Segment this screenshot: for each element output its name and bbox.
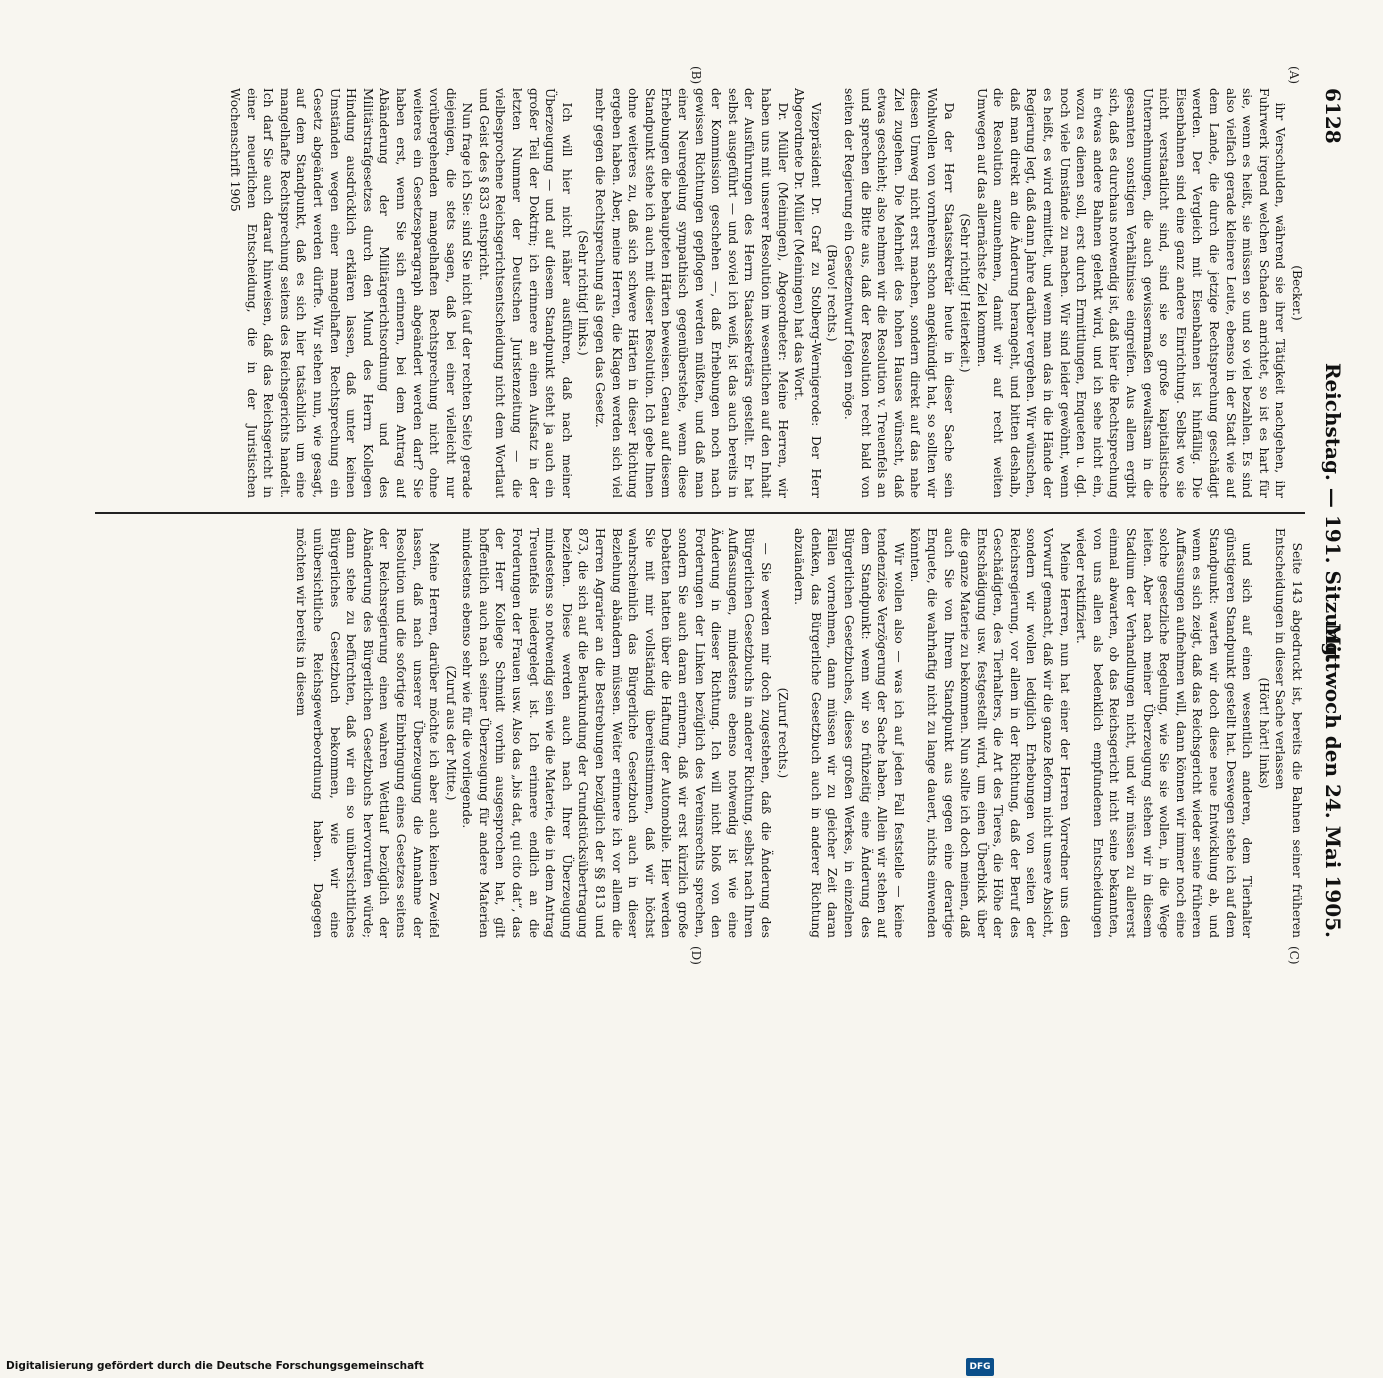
margin-mark-b: (B) [689,66,703,85]
paragraph: Seite 143 abgedruckt ist, bereits die Bahnen seiner früheren Entscheidungen in dieser Sache verlassen [1273,528,1304,938]
paragraph: Da der Herr Staatssekretär heute in dieser Sache sein Wohlwollen von vornherein schon angekündigt hat, so sollten wir diesen Umweg nicht erst machen, sondern direkt auf das nahe Ziel zugehen. Die Mehrheit des hohen Hauses wünscht, daß etwas geschieht; also nehmen wir die Resolution v. Treuenfels an und sprechen die Bitte aus, daß der Resolution recht bald von seiten der Regierung ein Gesetzentwurf folgen möge. [841,88,956,498]
paragraph: Wir wollen also — was ich auf jeden Fall feststelle — keine tendenziöse Verzögerung der Sache haben. Allein wir stehen auf dem Standpunkt: wenn wir so frühzeitig eine Änderung des Bürgerlichen Gesetzbuches, dieses großen Werkes, in einzelnen Fällen vornehmen, dann müssen wir zu gleicher Zeit daran denken, das Bürgerliche Gesetzbuch auch in anderer Richtung abzuändern. [792,528,906,938]
interjection: (Zuruf rechts.) [775,687,790,779]
interjection: (Sehr richtig! links.) [576,230,591,356]
speaker-paragraph: Vizepräsident Dr. Graf zu Stolberg-Wernigerode: Der Herr Abgeordnete Dr. Müller (Meiningen) hat das Wort. [792,88,823,498]
interjection: (Becker.) [1290,265,1304,321]
text-column-left [95,88,1305,498]
page-heading: Reichstag. — 191. Sitzung. [1321,362,1345,664]
paragraph: Meine Herren, darüber möchte ich aber auch keinen Zweifel lassen, daß nach unserer Überzeugung die Annahme der Resolution und die sofortige Einbringung eines Gesetzes seitens der Reichsregierung einen wahren Wettlauf bezüglich der Abänderung des Bürgerlichen Gesetzbuchs hervorrufen würde; dann stehe zu befürchten, daß wir ein so unübersichtliches Bürgerliches Gesetzbuch bekommen, wie wir eine unübersichtliche Reichsgewerbeordnung haben. Dagegen möchten wir bereits in diesem [294,528,442,938]
dfg-logo: DFG [966,1358,994,1376]
paragraph: Meine Herren, nun hat einer der Herren Vorredner uns den Vorwurf gemacht, daß wir die ganze Reform nicht unsere Absicht, sondern wir wollen lediglich Erhebungen von seiten der Reichsregierung, vor allem in der Richtung, daß der Beruf des Geschädigten, des Tierhalters, die Art des Tieres, die Höhe der Entschädigung usw. festgestellt wird, um einen Überblick über die ganze Materie zu bekommen. Nun sollte ich doch meinen, daß auch Sie von Ihrem Standpunkt aus gegen eine derartige Enquete, die wahrhaftig nicht zu lange dauert, nichts einwenden könnten. [908,528,1072,938]
credit-text: Digitalisierung gefördert durch die Deutsche Forschungsgemeinschaft [6,1360,424,1372]
speaker-paragraph: Dr. Müller (Meiningen), Abgeordneter: Meine Herren, wir haben uns mit unserer Resolution im wesentlichen auf den Inhalt der Ausführungen des Herrn Staatssekretärs gestellt. Er hat selbst ausgeführt — und soviel ich weiß, ist das auch bereits in der Kommission geschehen —, daß Erhebungen noch nach gewissen Richtungen gepflogen werden müßten, und daß man einer Neuregelung sympathisch gegenüberstehe, wenn diese Erhebungen die behaupteten Härten beweisen. Genau auf diesem Standpunkt stehe ich auch mit dieser Resolution. Ich gebe Ihnen ohne weiteres zu, daß sich schwere Härten in dieser Richtung ergeben haben. Aber, meine Herren, die Klagen werden sich viel mehr gegen die Rechtsprechung als gegen das Gesetz. [593,88,790,498]
paragraph: — Sie werden mir doch zugestehen, daß die Änderung des Bürgerlichen Gesetzbuchs in anderer Richtung, selbst nach Ihren Auffassungen, mindestens ebenso notwendig ist wie eine Änderung in dieser Richtung. Ich will nicht bloß von den Forderungen der Linken bezüglich des Vereinsrechts sprechen, sondern Sie auch daran erinnern, daß wir erst kürzlich große Debatten hatten über die Haftung der Automobile. Hier werden Sie mit mir vollständig übereinstimmen, daß wir höchst wahrscheinlich das Bürgerliche Gesetzbuch auch in dieser Beziehung abändern müssen. Weiter erinnere ich vor allem die Herren Agrarier an die Bestrebungen bezüglich der §§ 813 und 873, die sich auf die Beurkundung der Grundstücksübertragung beziehen. Diese werden auch nach Ihrer Überzeugung mindestens so notwendig sein wie die Materie, die in dem Antrag Treuenfels niedergelegt ist. Ich erinnere endlich an die Forderungen der Frauen usw. Also das „bis dat, qui cito dat“, das der Herr Kollege Schmidt vorhin ausgesprochen hat, gilt hoffentlich auch nach seiner Überzeugung für andere Materien mindestens ebenso sehr wie für die vorliegende. [460,528,773,938]
margin-mark-c: (C) [1287,946,1301,965]
paragraph: Ich will hier nicht näher ausführen, daß nach meiner Überzeugung — und auf diesem Standpunkt steht ja auch ein großer Teil der Doktrin; ich erinnere an einen Aufsatz in der letzten Nummer der Deutschen Juristenzeitung — die vielbesprochene Reichsgerichtsentscheidung nicht dem Wortlaut und Geist des § 833 entspricht. [476,88,574,498]
page-number: 6128 [1321,88,1345,144]
interjection: (Bravo! rechts.) [825,244,840,342]
interjection: (Zuruf aus der Mitte.) [443,665,458,801]
paragraph: Nun frage ich Sie: sind Sie nicht (auf der rechten Seite) gerade diejenigen, die stets sagen, daß bei einer vielleicht nur vorübergehenden mangelhaften Rechtsprechung nicht ohne weiteres ein Gesetzesparagraph abgeändert werden darf? Sie haben erst, wenn Sie sich erinnern, bei dem Antrag auf Abänderung der Militärgerichtsordnung und des Militärstrafgesetzes durch den Mund des Herrn Kollegen Hindung ausdrücklich erklären lassen, daß unter keinen Umständen wegen einer mangelhaften Rechtsprechung ein Gesetz abgeändert werden dürfte. Wir stehen nun, wie gesagt, auf dem Standpunkt, daß es sich hier tatsächlich um eine mangelhafte Rechtsprechung seitens des Reichsgerichts handelt. Ich darf Sie auch darauf hinweisen, daß das Reichsgericht in einer neuerlichen Entscheidung, die in der Juristischen Wochenschrift 1905 [228,88,475,498]
text-column-right [95,528,1305,938]
paragraph: ihr Verschulden, während sie ihrer Tätigkeit nachgehen, ihr Fuhrwerk irgend welchen Schaden anrichtet, so ist es hart für sie, wenn es heißt, sie müssen so und so viel bezahlen. Es sind also vielfach gerade kleinere Leute, ebenso in der Stadt wie auf dem Lande, die durch die jetzige Rechtsprechung geschädigt werden. Der Vergleich mit Eisenbahnen ist hinfällig. Die Eisenbahnen sind eine ganz andere Einrichtung. Selbst wo sie nicht verstaatlicht sind, sind sie so große kapitalistische Unternehmungen, die auch gewissermaßen gewaltsam in die gesamten sonstigen Verhältnisse eingreifen. Aus allem ergibt sich, daß es durchaus notwendig ist, daß hier die Rechtsprechung in etwas andere Bahnen gelenkt wird, und ich sehe nicht ein, wozu es dienen soll, erst durch Ermittlungen, Enqueten u. dgl. noch viele Umstände zu machen. Wir sind leider gewöhnt, wenn es heißt, es wird ermittelt, und wenn man das in die Hände der Regierung legt, daß dann Jahre darüber vergehen. Wir wünschen, daß man direkt an die Änderung herangeht, und bitten deshalb, die Resolution anzunehmen, damit wir auf recht weiten Umwegen auf das allernächste Ziel kommen. [974,88,1288,498]
column-divider [95,512,1305,514]
digitization-credit [0,1358,1000,1378]
margin-mark-d: (D) [689,946,703,965]
running-head [1315,88,1345,938]
paragraph: und sich auf einen wesentlich anderen, dem Tierhalter günstigeren Standpunkt gestellt hat. Deswegen stehe ich auf dem Standpunkt: warten wir doch diese neue Entwicklung ab, und wenn es sich zeigt, daß das Reichsgericht wieder seine früheren Auffassungen aufnehmen will, dann können wir immer noch eine solche gesetzliche Regelung, wie Sie sie wollen, in die Wege leiten. Aber nach meiner Überzeugung stehen wir in diesem Stadium der Verhandlungen nicht, und wir müssen zu allererst einmal abwarten, ob das Reichsgericht nicht seine bekannten, von uns allen als bedenklich empfundenen Entscheidungen wieder rektifiziert. [1074,528,1255,938]
page-date: Mittwoch den 24. Mai 1905. [1321,623,1345,938]
interjection: (Hört! hört! links) [1256,677,1271,789]
margin-mark-a: (A) [1287,66,1301,85]
interjection: (Sehr richtig! Heiterkeit.) [958,213,973,373]
